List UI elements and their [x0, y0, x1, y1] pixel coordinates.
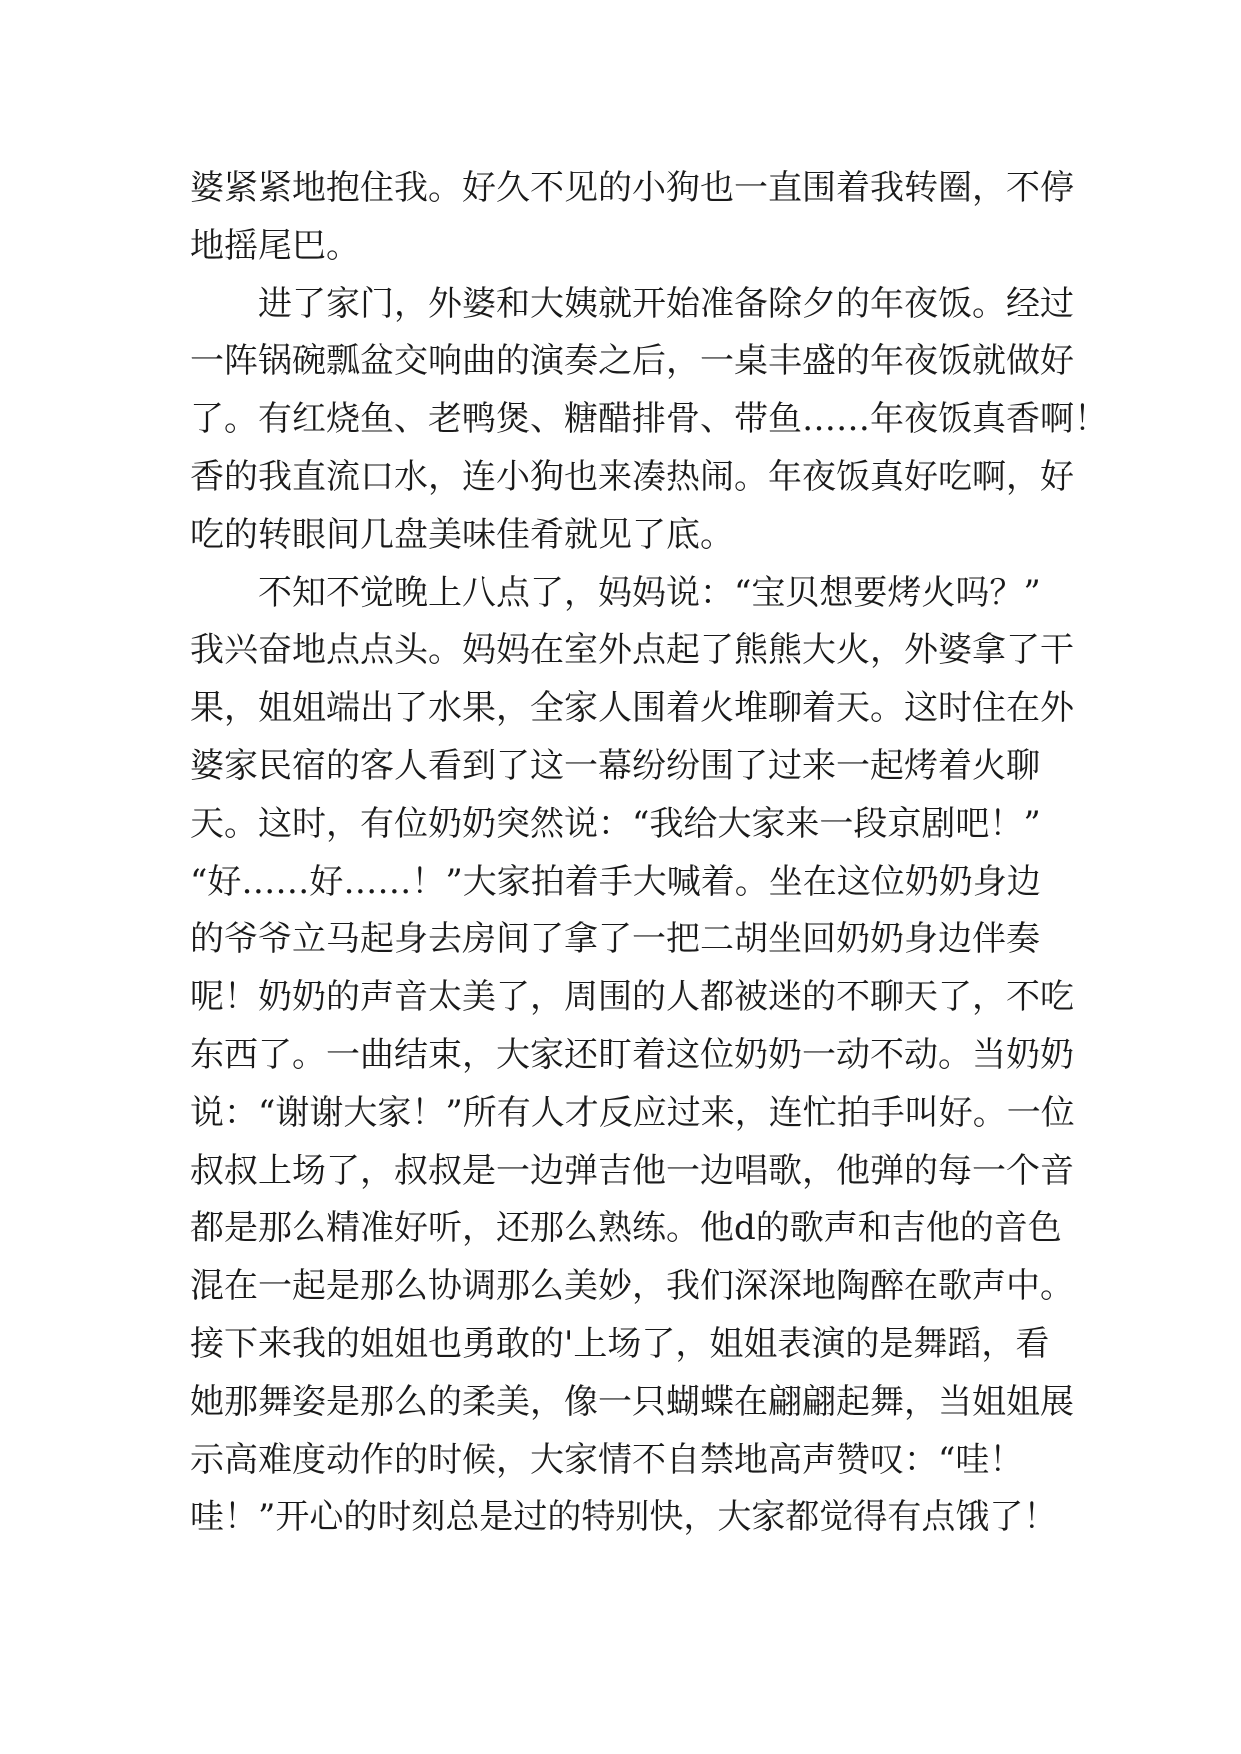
text-line: 说：“谢谢大家！”所有人才反应过来，连忙拍手叫好。一位 [190, 1092, 1075, 1133]
text-line: 呢！奶奶的声音太美了，周围的人都被迷的不聊天了，不吃 [190, 977, 1074, 1018]
text-line: 一阵锅碗瓢盆交响曲的演奏之后，一桌丰盛的年夜饭就做好 [190, 341, 1074, 382]
text-line: 了。有红烧鱼、老鸭煲、糖醋排骨、带鱼……年夜饭真香啊！ [190, 399, 1108, 440]
text-line: “好……好……！”大家拍着手大喊着。坐在这位奶奶身边 [190, 861, 1041, 902]
text-line: 叔叔上场了，叔叔是一边弹吉他一边唱歌，他弹的每一个音 [190, 1150, 1074, 1191]
text-line: 婆紧紧地抱住我。好久不见的小狗也一直围着我转圈，不停 [190, 168, 1074, 208]
text-line: 东西了。一曲结束，大家还盯着这位奶奶一动不动。当奶奶 [190, 1034, 1074, 1075]
text-line: 混在一起是那么协调那么美妙，我们深深地陶醉在歌声中。 [190, 1266, 1074, 1307]
paragraph-start-line: 不知不觉晚上八点了，妈妈说：“宝贝想要烤火吗？” [258, 572, 1041, 613]
text-line: 接下来我的姐姐也勇敢的'上场了，姐姐表演的是舞蹈，看 [190, 1323, 1050, 1364]
text-line: 天。这时，有位奶奶突然说：“我给大家来一段京剧吧！” [190, 803, 1041, 844]
paragraph-start-line: 进了家门，外婆和大姨就开始准备除夕的年夜饭。经过 [258, 283, 1074, 324]
text-line: 婆家民宿的客人看到了这一幕纷纷围了过来一起烤着火聊 [190, 745, 1040, 786]
text-line: 果，姐姐端出了水果，全家人围着火堆聊着天。这时住在外 [190, 688, 1074, 729]
text-line: 吃的转眼间几盘美味佳肴就见了底。 [190, 514, 734, 555]
text-line: 示高难度动作的时候，大家情不自禁地高声赞叹：“哇！ [190, 1439, 1024, 1480]
text-line: 的爷爷立马起身去房间了拿了一把二胡坐回奶奶身边伴奏 [190, 919, 1040, 960]
text-line: 都是那么精准好听，还那么熟练。他d的歌声和吉他的音色 [190, 1208, 1062, 1249]
text-line: 香的我直流口水，连小狗也来凑热闹。年夜饭真好吃啊，好 [190, 456, 1074, 497]
body-text [190, 160, 1108, 1547]
text-line: 地摇尾巴。 [190, 225, 360, 266]
text-line: 她那舞姿是那么的柔美，像一只蝴蝶在翩翩起舞，当姐姐展 [190, 1381, 1074, 1422]
text-line: 哇！”开心的时刻总是过的特别快，大家都觉得有点饿了！ [190, 1497, 1058, 1538]
text-line: 我兴奋地点点头。妈妈在室外点起了熊熊大火，外婆拿了干 [190, 630, 1074, 671]
